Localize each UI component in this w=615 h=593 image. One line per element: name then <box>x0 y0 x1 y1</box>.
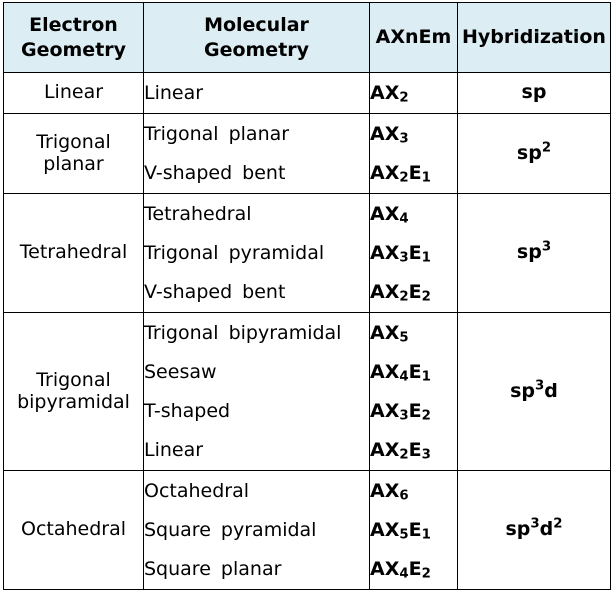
formula-m: 1 <box>421 527 431 543</box>
axnem-formula <box>370 353 457 392</box>
molecular-geometry-label: Square pyramidal <box>144 518 317 541</box>
formula-e: E <box>408 161 422 184</box>
molecular-geometry-label: V-shaped bent <box>144 280 286 303</box>
molecular-geometry-label: Octahedral <box>144 479 250 502</box>
axnem-formula <box>370 550 457 589</box>
formula-n: 4 <box>399 211 409 227</box>
molecular-geometry-label: V-shaped bent <box>144 161 286 184</box>
molecular-geometry-cell <box>144 313 370 471</box>
molecular-geometry-label: Tetrahedral <box>144 202 252 225</box>
formula-e: E <box>408 241 422 264</box>
hybridization-sup: 2 <box>541 140 552 156</box>
electron-geometry-label: Linear <box>43 81 104 104</box>
formula-n: 4 <box>399 369 409 385</box>
hybridization-cell <box>458 73 611 114</box>
hybridization-cell <box>458 194 611 313</box>
axnem-cell <box>370 73 458 114</box>
axnem-formula <box>370 392 457 431</box>
formula-n: 3 <box>399 250 409 266</box>
electron-geometry-label: bipyramidal <box>17 390 130 413</box>
axnem-formula <box>370 115 457 154</box>
hybridization-base: sp <box>516 241 542 264</box>
molecular-geometry-label: T-shaped <box>144 399 231 422</box>
axnem-formula <box>370 195 457 234</box>
hybridization-sup: 3 <box>541 239 552 255</box>
formula-ax: AX <box>370 241 400 264</box>
electron-geometry-cell <box>4 313 144 471</box>
hybridization-base: sp <box>516 141 542 164</box>
formula-ax: AX <box>370 360 400 383</box>
hybridization-base: sp <box>505 518 531 541</box>
formula-n: 5 <box>399 527 409 543</box>
hybridization-sup: 2 <box>553 516 563 532</box>
hybridization-cell <box>458 313 611 471</box>
formula-ax: AX <box>370 321 400 344</box>
formula-n: 2 <box>399 447 409 463</box>
formula-ax: AX <box>370 122 400 145</box>
formula-m: 2 <box>421 566 431 582</box>
formula-ax: AX <box>370 438 400 461</box>
formula-ax: AX <box>370 280 400 303</box>
molecular-geometry-label: Square planar <box>144 557 282 580</box>
electron-geometry-cell <box>4 471 144 590</box>
electron-geometry-cell <box>4 73 144 114</box>
formula-m: 3 <box>421 447 431 463</box>
axnem-formula <box>370 511 457 550</box>
hybridization-d: d <box>544 379 558 402</box>
electron-geometry-cell <box>4 194 144 313</box>
formula-e: E <box>408 360 422 383</box>
formula-m: 2 <box>421 289 431 305</box>
formula-e: E <box>408 518 422 541</box>
molecular-geometry-label: Trigonal pyramidal <box>144 241 325 264</box>
formula-n: 3 <box>399 408 409 424</box>
axnem-cell <box>370 114 458 194</box>
formula-m: 1 <box>421 250 431 266</box>
table-row <box>4 471 611 590</box>
axnem-formula <box>370 74 457 113</box>
electron-geometry-label: planar <box>43 152 104 175</box>
electron-geometry-label: Octahedral <box>20 518 127 541</box>
header-electron-geometry: Electron Geometry <box>4 3 144 73</box>
hybridization-cell <box>458 471 611 590</box>
table-row <box>4 194 611 313</box>
header-hybridization: Hybridization <box>458 3 611 73</box>
formula-m: 1 <box>421 170 431 186</box>
axnem-cell <box>370 194 458 313</box>
molecular-geometry-cell <box>144 73 370 114</box>
molecular-geometry-cell <box>144 114 370 194</box>
axnem-formula <box>370 234 457 273</box>
formula-ax: AX <box>370 479 400 502</box>
formula-n: 6 <box>399 488 409 504</box>
molecular-geometry-label: Trigonal planar <box>144 122 290 145</box>
formula-m: 2 <box>421 408 431 424</box>
formula-ax: AX <box>370 557 400 580</box>
formula-n: 4 <box>399 566 409 582</box>
electron-geometry-cell <box>4 114 144 194</box>
formula-ax: AX <box>370 399 400 422</box>
formula-n: 5 <box>399 330 409 346</box>
formula-ax: AX <box>370 518 400 541</box>
molecular-geometry-label: Trigonal bipyramidal <box>144 321 342 344</box>
formula-ax: AX <box>370 81 400 104</box>
formula-e: E <box>408 557 422 580</box>
hybridization-base: sp <box>510 379 536 402</box>
molecular-geometry-label: Linear <box>144 438 204 461</box>
axnem-formula <box>370 472 457 511</box>
formula-ax: AX <box>370 202 400 225</box>
axnem-formula <box>370 273 457 312</box>
hybridization-cell <box>458 114 611 194</box>
molecular-geometry-cell <box>144 471 370 590</box>
formula-m: 1 <box>421 369 431 385</box>
table-row <box>4 313 611 471</box>
molecular-geometry-cell <box>144 194 370 313</box>
formula-n: 2 <box>399 170 409 186</box>
axnem-cell <box>370 313 458 471</box>
formula-e: E <box>408 280 422 303</box>
axnem-formula <box>370 431 457 470</box>
header-molecular-geometry: Molecular Geometry <box>144 3 370 73</box>
formula-n: 2 <box>399 289 409 305</box>
electron-geometry-label: Trigonal <box>36 368 111 391</box>
table-row <box>4 114 611 194</box>
axnem-formula <box>370 314 457 353</box>
axnem-formula <box>370 154 457 193</box>
axnem-cell <box>370 471 458 590</box>
header-row <box>4 3 611 73</box>
header-axnem: AXnEm <box>370 3 458 73</box>
vsepr-table <box>3 2 611 590</box>
hybridization-sup: 3 <box>530 516 540 532</box>
formula-e: E <box>408 399 422 422</box>
molecular-geometry-label: Seesaw <box>144 360 217 383</box>
hybridization-sup: 3 <box>535 378 545 394</box>
table-row <box>4 73 611 114</box>
electron-geometry-label: Trigonal <box>36 130 111 153</box>
electron-geometry-label: Tetrahedral <box>19 241 128 264</box>
formula-n: 2 <box>399 90 409 106</box>
hybridization-base: sp <box>521 81 547 104</box>
hybridization-d: d <box>539 518 554 541</box>
formula-n: 3 <box>399 131 409 147</box>
formula-e: E <box>408 438 422 461</box>
formula-ax: AX <box>370 161 400 184</box>
molecular-geometry-label: Linear <box>144 81 204 104</box>
